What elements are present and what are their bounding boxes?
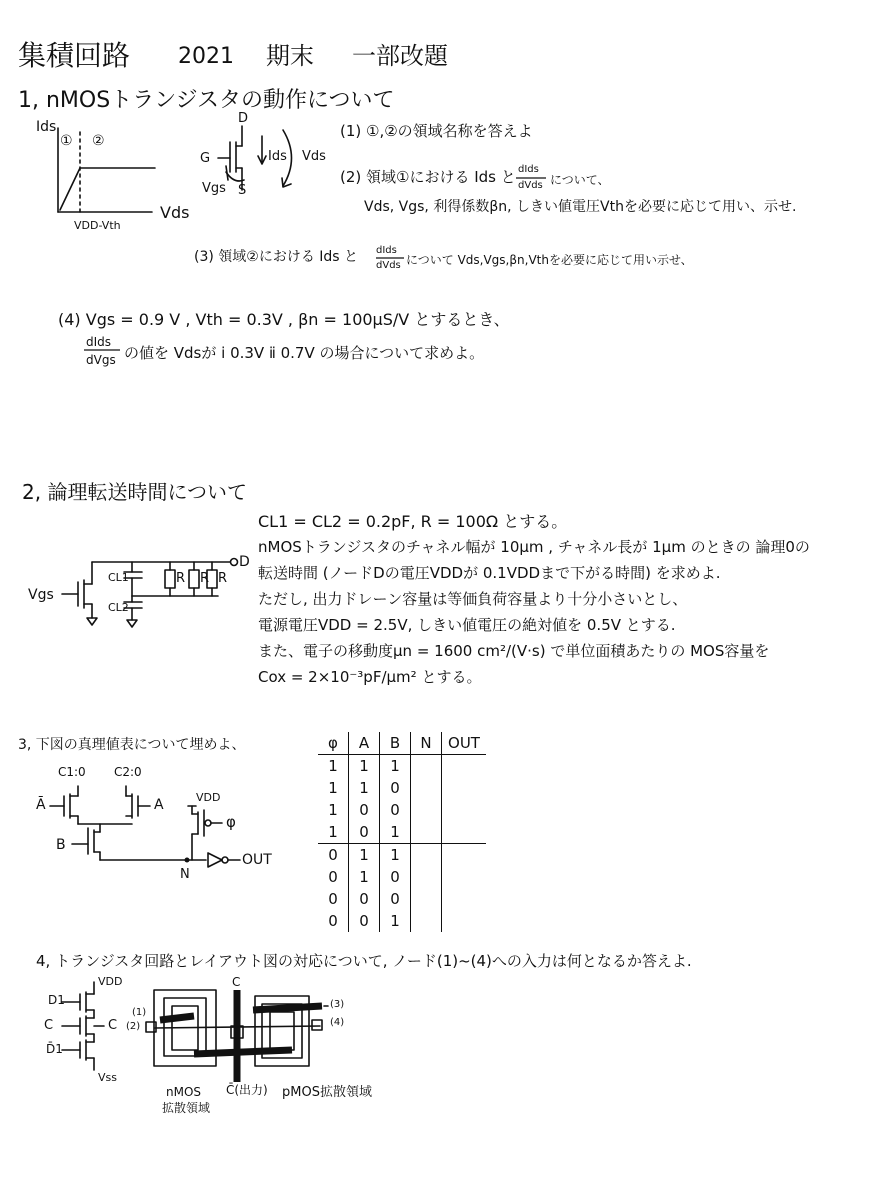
- truth-header: A: [349, 732, 380, 755]
- truth-cell-out[interactable]: [442, 821, 487, 844]
- table-row: [318, 866, 486, 888]
- q2-vgs: Vgs: [28, 587, 54, 603]
- truth-header: OUT: [442, 732, 487, 755]
- truth-cell: 0: [318, 844, 349, 867]
- q4-d1bar: D̄1: [46, 1042, 63, 1056]
- graph-xlabel: Vds: [160, 203, 190, 222]
- q2-r2: R: [200, 571, 210, 586]
- truth-cell: 0: [349, 888, 380, 910]
- circuit-s: S: [238, 183, 247, 198]
- page-title: 集積回路: [18, 39, 131, 72]
- truth-cell: 1: [318, 777, 349, 799]
- truth-cell-out[interactable]: [442, 844, 487, 867]
- truth-cell-n[interactable]: [411, 888, 442, 910]
- truth-cell: 1: [318, 821, 349, 844]
- circuit-ids: Ids: [268, 149, 287, 164]
- layout-node-1: (1): [132, 1007, 147, 1018]
- q2-line: nMOSトランジスタのチャネル幅が 10μm , チャネル長が 1μm のときの 論理0の: [258, 538, 810, 556]
- truth-cell: 1: [349, 755, 380, 778]
- truth-cell: 1: [349, 777, 380, 799]
- truth-cell-n[interactable]: [411, 866, 442, 888]
- layout-c-bottom: C̄(出力): [226, 1083, 268, 1097]
- q1-p2c: Vds, Vgs, 利得係数βn, しきい値電圧Vthを必要に応じて用い、示せ.: [364, 199, 797, 215]
- layout-node-2: (2): [126, 1021, 141, 1032]
- truth-cell: 0: [318, 888, 349, 910]
- q3-c1: C1:0: [58, 765, 86, 779]
- truth-cell: 1: [380, 755, 411, 778]
- circuit-g: G: [200, 151, 211, 166]
- graph-ylabel: Ids: [36, 119, 57, 135]
- truth-cell-out[interactable]: [442, 866, 487, 888]
- graph-xmark: VDD-Vth: [74, 219, 121, 232]
- q2-line: Cox = 2×10⁻³pF/μm² とする。: [258, 668, 482, 686]
- truth-header: B: [380, 732, 411, 755]
- q4-layout: [146, 990, 328, 1082]
- table-row: [318, 821, 486, 844]
- truth-cell-n[interactable]: [411, 777, 442, 799]
- layout-c-top: C: [232, 975, 241, 989]
- q2-line: CL1 = CL2 = 0.2pF, R = 100Ω とする。: [258, 512, 568, 531]
- q1-p3b: について Vds,Vgs,βn,Vthを必要に応じて用い示せ、: [406, 253, 693, 267]
- truth-cell: 1: [318, 799, 349, 821]
- truth-cell-out[interactable]: [442, 799, 487, 821]
- truth-header: φ: [318, 732, 349, 755]
- q2-line: ただし, 出力ドレーン容量は等価負荷容量より十分小さいとし、: [258, 590, 688, 608]
- q4-c-in: C: [44, 1018, 54, 1033]
- layout-node-4: (4): [330, 1017, 345, 1028]
- q2-r3: R: [218, 571, 228, 586]
- circuit-vgs: Vgs: [202, 181, 226, 196]
- truth-cell-n[interactable]: [411, 799, 442, 821]
- layout-nmos: nMOS: [166, 1085, 202, 1099]
- q1-p4b: の値を Vdsが ⅰ 0.3V ⅱ 0.7V の場合について求めよ。: [124, 344, 485, 362]
- q3-c2: C2:0: [114, 765, 142, 779]
- q1-p4a: (4) Vgs = 0.9 V , Vth = 0.3V , βn = 100μS/V とするとき、: [58, 310, 510, 329]
- truth-cell: 0: [349, 799, 380, 821]
- truth-cell: 0: [349, 821, 380, 844]
- exam-term: 期末: [266, 42, 314, 70]
- truth-cell-n[interactable]: [411, 910, 442, 932]
- exam-note: 一部改題: [352, 42, 448, 70]
- q1-p2b: について、: [550, 173, 610, 187]
- truth-cell: 0: [380, 799, 411, 821]
- table-row: [318, 910, 486, 932]
- q4-vdd: VDD: [98, 975, 123, 988]
- layout-nmos-region: 拡散領域: [162, 1101, 211, 1115]
- q1-p1: (1) ①,②の領域名称を答えよ: [340, 122, 533, 140]
- truth-cell: 0: [380, 888, 411, 910]
- q4-circuit: [62, 982, 104, 1070]
- q1-heading: 1, nMOSトランジスタの動作について: [18, 88, 395, 113]
- truth-cell: 0: [349, 910, 380, 932]
- layout-pmos: pMOS拡散領域: [282, 1085, 372, 1100]
- graph-region1: ①: [60, 133, 73, 149]
- table-row: [318, 755, 486, 778]
- truth-cell-out[interactable]: [442, 910, 487, 932]
- truth-cell-out[interactable]: [442, 888, 487, 910]
- q2-heading: 2, 論理転送時間について: [22, 480, 248, 504]
- q1-p3a: (3) 領域②における Ids と: [194, 249, 359, 265]
- layout-node-3: (3): [330, 999, 345, 1010]
- q1-p2a: (2) 領域①における Ids と: [340, 168, 516, 186]
- q1-p2-num: dIds: [518, 164, 539, 175]
- q3-heading: 3, 下図の真理値表について埋めよ、: [18, 737, 246, 753]
- q4-d1: D1: [48, 993, 65, 1007]
- truth-cell: 0: [380, 866, 411, 888]
- truth-cell: 0: [380, 777, 411, 799]
- q2-text: [258, 514, 810, 696]
- table-row: [318, 777, 486, 799]
- q1-p4-num: dIds: [86, 335, 112, 349]
- q2-cl2: CL2: [108, 601, 129, 614]
- truth-cell: 1: [349, 844, 380, 867]
- truth-cell: 1: [318, 755, 349, 778]
- graph-region2: ②: [92, 133, 105, 149]
- truth-cell: 1: [380, 821, 411, 844]
- truth-cell-n[interactable]: [411, 844, 442, 867]
- truth-cell: 1: [380, 844, 411, 867]
- q4-vss: Vss: [98, 1071, 117, 1084]
- q1-p3-num: dIds: [376, 245, 397, 256]
- q1-p2-den: dVds: [518, 180, 543, 191]
- q3-n: N: [180, 867, 190, 882]
- q2-circuit: [62, 559, 238, 628]
- q2-line: また、電子の移動度μn = 1600 cm²/(V·s) で単位面積あたりの MOS容量を: [258, 642, 770, 660]
- q2-line: 転送時間 (ノードDの電圧VDDが 0.1VDDまで下がる時間) を求めよ.: [258, 564, 721, 582]
- table-row: [318, 844, 486, 867]
- q2-r1: R: [176, 571, 186, 586]
- q3-abar: Ā: [36, 797, 46, 813]
- truth-cell: 0: [318, 866, 349, 888]
- truth-cell-n[interactable]: [411, 755, 442, 778]
- q3-out: OUT: [242, 852, 272, 868]
- q4-c-out: C: [108, 1018, 118, 1033]
- q2-line: 電源電圧VDD = 2.5V, しきい値電圧の絶対値を 0.5V とする.: [258, 616, 676, 634]
- truth-header: N: [411, 732, 442, 755]
- q4-heading: 4, トランジスタ回路とレイアウト図の対応について, ノード(1)~(4)への入力は何となるか答えよ.: [36, 952, 692, 970]
- q3-phi: φ: [226, 813, 236, 831]
- table-row: [318, 888, 486, 910]
- truth-cell-out[interactable]: [442, 755, 487, 778]
- truth-cell-out[interactable]: [442, 777, 487, 799]
- truth-table: [318, 732, 486, 932]
- q1-p4-den: dVgs: [86, 353, 116, 367]
- q3-a: A: [154, 797, 164, 813]
- table-row: [318, 799, 486, 821]
- circuit-vds: Vds: [302, 149, 326, 164]
- truth-cell: 1: [349, 866, 380, 888]
- truth-cell: 0: [318, 910, 349, 932]
- q3-vdd: VDD: [196, 791, 221, 804]
- q2-cl1: CL1: [108, 571, 129, 584]
- exam-year: 2021: [178, 44, 234, 69]
- q3-b: B: [56, 837, 66, 853]
- circuit-d: D: [238, 111, 249, 126]
- q2-node-d: D: [239, 554, 250, 570]
- truth-cell: 1: [380, 910, 411, 932]
- q1-p3-den: dVds: [376, 260, 401, 271]
- truth-cell-n[interactable]: [411, 821, 442, 844]
